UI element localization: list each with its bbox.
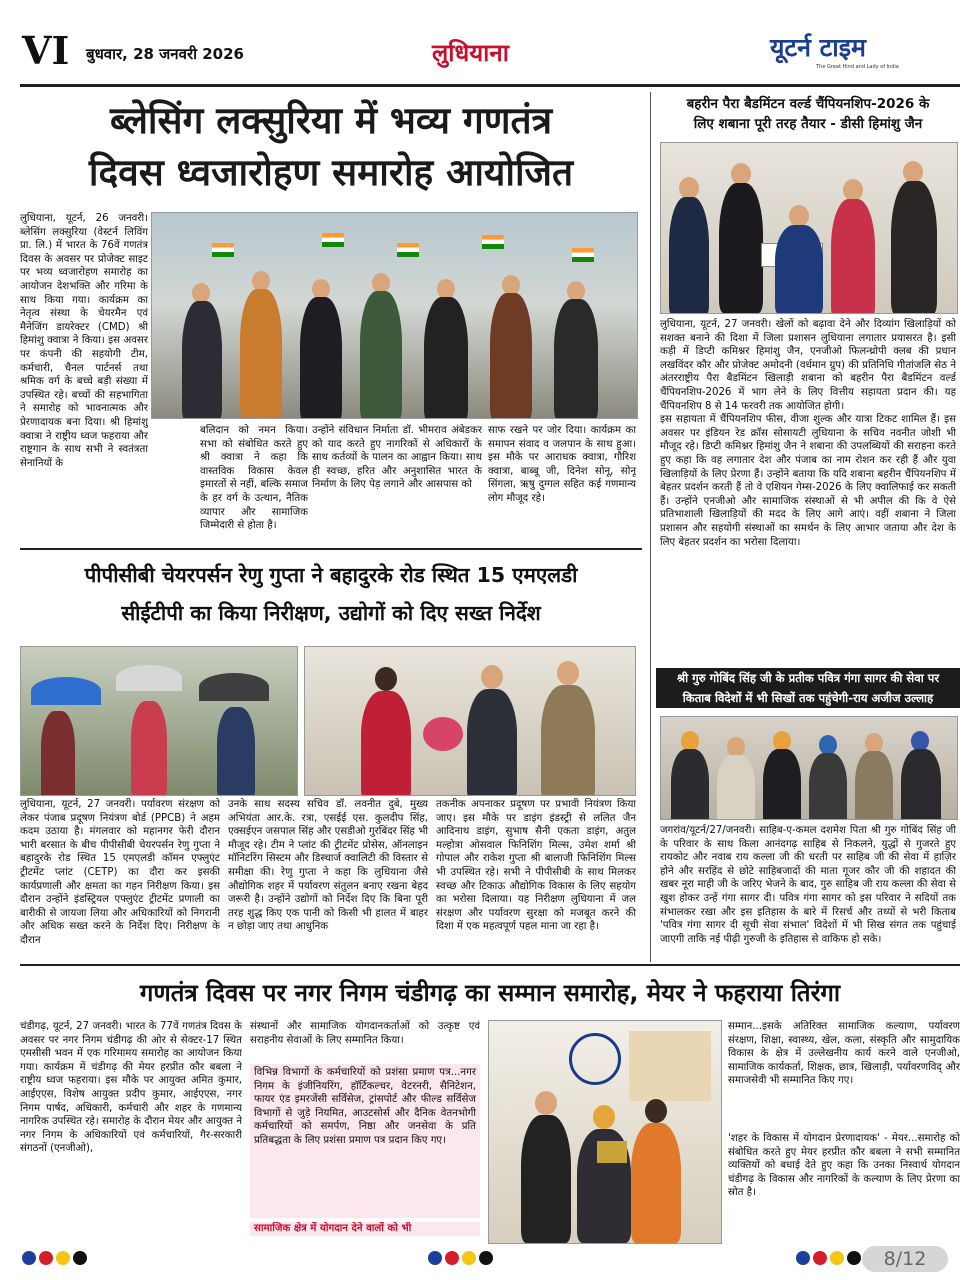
- masthead-rule: [20, 84, 960, 87]
- story5-col4-text: सम्मान...इसके अतिरिक्त सामाजिक कल्याण, पर्यावरण संरक्षण, शिक्षा, स्वास्थ्य, खेल, कला, संस्कृति और सामुदायिक विकास के क्षेत्र में उल्लेखनीय कार्य करने वाले एनजीओ, सामाजिक कार्यकर्ता, शिक्षक, छात्र, खिलाड़ी, पर्यावरणविद् और समाजसेवी भी सम्मानित किए गए।: [728, 1021, 960, 1087]
- issue-date: बुधवार, 28 जनवरी 2026: [86, 45, 244, 63]
- story1-headline: [20, 95, 642, 199]
- dot-black: [73, 1251, 87, 1265]
- story5-highlight-box: विभिन्न विभागों के कर्मचारियों को प्रशंसा प्रमाण पत्र...नगर निगम के इंजीनियरिंग, हॉर्टिकल्चर, वेटरनरी, सैनिटेशन, फायर एंड इमरजेंसी सर्विसेज, ट्रांसपोर्ट और फील्ड सर्विसेज विभागों से जुड़े नियमित, आउटसोर्स और दैनिक वेतनभोगी कर्मचारियों को समर्पण, निष्ठा और जनसेवा के प्रति प्रतिबद्धता के लिए प्रशंसा प्रमाण पत्र प्रदान किए गए।: [250, 1064, 480, 1218]
- dot-blue: [22, 1251, 36, 1265]
- dot-yellow: [56, 1251, 70, 1265]
- column-divider: [650, 92, 651, 962]
- dot-yellow: [462, 1251, 476, 1265]
- story5-col4: [728, 1020, 960, 1242]
- story3-headline: [20, 556, 642, 632]
- story1-headline-line2: दिवस ध्वजारोहण समारोह आयोजित: [88, 151, 574, 194]
- story3-headline-line2: सीईटीपी का किया निरीक्षण, उद्योगों को दिए सख्त निर्देश: [121, 601, 541, 625]
- story4-group-photo: [660, 716, 958, 820]
- dot-blue: [428, 1251, 442, 1265]
- dot-black: [479, 1251, 493, 1265]
- dot-yellow: [830, 1251, 844, 1265]
- page-counter-badge: [862, 1246, 948, 1272]
- story5-col1: चंडीगढ़, यूटर्न, 27 जनवरी। भारत के 77वें गणतंत्र दिवस के अवसर पर नगर निगम चंडीगढ़ की ओर से सेक्टर-17 स्थित एमसीसी भवन में एक गरिमामय समारोह का आयोजन किया गया। कार्यक्रम में चंडीगढ़ की मेयर हरप्रीत कौर बबला ने राष्ट्रीय ध्वज फहराया। इस मौके पर आयुक्त अमित कुमार, आईएएस, विशेष आयुक्त प्रदीप कुमार, आईएएस, नगर निगम पार्षद, अधिकारी, कर्मचारी और शहर के गणमान्य नागरिक उपस्थित रहे। समारोह के दौरान मेयर और आयुक्त ने नगर निगम के अधिकारियों एवं कर्मचारियों, गैर-सरकारी संगठनों (एनजीओ),: [20, 1021, 242, 1155]
- umbrella-2-icon: [116, 665, 182, 691]
- story2-headline-line1: बहरीन पैरा बैडमिंटन वर्ल्ड चैंपियनशिप-2026 के: [686, 96, 930, 112]
- story5-col2-bottom: सामाजिक क्षेत्र में योगदान देने वालों को भी: [250, 1222, 480, 1236]
- story3-inspection-photo: [20, 646, 298, 796]
- flag-1-icon: [212, 243, 234, 257]
- memento: [597, 1141, 627, 1163]
- page-number: VI: [22, 28, 70, 73]
- flag-2-icon: [322, 233, 344, 247]
- dot-black: [847, 1251, 861, 1265]
- story4-headline-line2: किताब विदेशों में भी सिखों तक पहुंचेगी-राय अजीज उल्लाह: [682, 691, 934, 705]
- flag-3-icon: [397, 243, 419, 257]
- story5-col4-quote: 'शहर के विकास में योगदान प्रेरणादायक' - मेयर...समारोह को संबोधित करते हुए मेयर हरप्रीत कौर बबला ने सभी सम्मानित व्यक्तियों को बधाई देते हुए कहा कि उनका निस्वार्थ योगदान चंडीगढ़ के विकास और नागरिकों के कल्याण के लिए प्रेरणा का स्रोत है।: [728, 1133, 960, 1199]
- story2-body-p2: इस सहायता में चैंपियनशिप फीस, वीजा शुल्क और यात्रा टिकट शामिल हैं। इस अवसर पर इंडियन रेड क्रॉस सोसायटी लुधियाना के सचिव नवनीत जोशी भी मौजूद रहे। डिप्टी कमिश्नर हिमांशु जैन ने शबाना की उपलब्धियों की सराहना करते हुए कहा कि वह लगातार देश और पंजाब का नाम रोशन कर रही हैं और युवा खिलाड़ियों के लिए प्रेरणा हैं। उन्होंने बताया कि यदि शबाना बहरीन चैंपियनशिप में बेहतर प्रदर्शन करती हैं तो वे एशियन गेम्स-2026 के लिए क्वालिफाई कर सकती हैं। उन्होंने एनजीओ और सामाजिक संस्थाओं से भी अपील की कि वे ऐसे प्रतिभाशाली खिलाड़ियों की मदद के लिए आगे आएं। वहीं शबाना ने जिला प्रशासन और सहयोगी संस्थाओं का समर्थन के लिए आभार जताया और देश के लिए बेहतर प्रदर्शन का भरोसा दिलाया।: [660, 414, 956, 548]
- dot-red: [813, 1251, 827, 1265]
- story1-flag-hoisting-photo: [151, 212, 638, 419]
- story1-headline-line1: ब्लेसिंग लक्सुरिया में भव्य गणतंत्र: [109, 99, 553, 142]
- story3-col3: तकनीक अपनाकर प्रदूषण पर प्रभावी नियंत्रण किया जाए। इस मौके पर डाइंग इंडस्ट्री से ललित जैन आदिनाथ डाइंग, सुभाष सैनी एकता डाइंग, अतुल मल्होत्रा ओसवाल फिनिशिंग मिल्स, उमेश शर्मा श्री गोपाल और राकेश गुप्ता श्री बालाजी फिनिशिंग मिल्स भी उपस्थित रहे। सभी ने पीपीसीबी के साथ मिलकर स्वच्छ और टिकाऊ औद्योगिक विकास के लिए सहयोग का भरोसा दिलाया। यह निरीक्षण लुधियाना में जल संरक्षण और पर्यावरण सुरक्षा को मजबूत करने की दिशा में एक महत्वपूर्ण पहल माना जा रहा है।: [436, 799, 636, 933]
- story5-rule: [20, 964, 960, 966]
- registration-dots-right: [796, 1250, 864, 1269]
- story2-body: [660, 318, 956, 660]
- story4-body: जगरांव/यूटर्न/27/जनवरी। साहिब-ए-कमल दशमेश पिता श्री गुरु गोबिंद सिंह जी के परिवार के साथ किला आनंदगढ़ साहिब से निकलने, युद्धों से गुजरते हुए रायकोट और नवाब राय कल्ला जी की धरती पर साहिब जी की सेवा में हाज़िर होने और सरहिंद से छोटे साहिबजादों की माता गूजर कौर जी की शहादत की खबर नूरा माही जी के जरिए भेजने के बाद, गुरु साहिब जी राय कल्ला की सेवा से खुश होकर उन्हें गंगा सागर दी। पवित्र गंगा सागर को इस परिवार ने सदियों तक संभालकर रखा और इस इतिहास के बारे में रिसर्च और तथ्यों से भरी किताब 'पवित्र गंगा सागर दी सूची सेवा संभाल' विदेशों में भी सिख संगत तक पहुंचाई जाएगी ताकि नई पीढ़ी गुरुजी के इतिहास से वाकिफ हो सके।: [660, 825, 956, 945]
- story1-col1: लुधियाना, यूटर्न, 26 जनवरी। ब्लेसिंग लक्सुरिया (वेस्टर्न लिविंग प्रा. लि.) में भारत के 76वें गणतंत्र दिवस के अवसर पर प्रोजेक्ट साइट पर भव्य ध्वजारोहण समारोह का आयोजन देशभक्ति और गरिमा के साथ किया गया। कार्यक्रम का नेतृत्व संस्था के चेयरमैन एवं मैनेजिंग डायरेक्टर (CMD) श्री हिमांशु क्वात्रा ने किया। इस अवसर पर कंपनी की सहयोगी टीम, कर्मचारी, चैनल पार्टनर्स तथा श्रमिक वर्ग के बच्चे बड़ी संख्या में उपस्थित रहे। बच्चों की सहभागिता ने समारोह को भावनात्मक और प्रेरणादायक बना दिया। श्री हिमांशु क्वात्रा ने राष्ट्रीय ध्वज फहराया और राष्ट्रगान के साथ सभी ने स्वतंत्रता सेनानियों के: [20, 213, 148, 469]
- registration-dots-center: [428, 1250, 496, 1269]
- story5-headline: गणतंत्र दिवस पर नगर निगम चंडीगढ़ का सम्मान समारोह, मेयर ने फहराया तिरंगा: [139, 979, 841, 1007]
- story1-col2: बलिदान को नमन किया। सभा को संबोधित करते हुए श्री क्वात्रा ने कहा कि वास्तविक विकास केवल इमारतों से नहीं, बल्कि समाज के हर वर्ग के उत्थान, नैतिक व्यापार और सामाजिक जिम्मेदारी से होता है।: [200, 425, 308, 532]
- story2-headline-line2: लिए शबाना पूरी तरह तैयार - डीसी हिमांशु जैन: [693, 116, 923, 132]
- story3-col2: उनके साथ सदस्य सचिव डॉ. लवनीत दुबे, मुख्य अभियंता आर.के. रत्रा, एसईई एस. कुलदीप सिंह, एक्सईएन जसपाल सिंह और एसडीओ गुरबिंदर सिंह भी मौजूद रहे। टीम ने प्लांट की ट्रीटमेंट प्रोसेस, ऑनलाइन मॉनिटरिंग सिस्टम और डिस्चार्ज क्वालिटी की विस्तार से समीक्षा की। रेणु गुप्ता ने कहा कि लुधियाना जैसे औद्योगिक शहर में पर्यावरण संतुलन बनाए रखना बेहद जरूरी है। उन्होंने उद्योगों को निर्देश दिए कि बिना पूरी तरह शुद्ध किए एक पानी को किसी भी हालत में बाहर न छोड़ा जाए तथा आधुनिक: [228, 799, 428, 933]
- flag-5-icon: [572, 248, 594, 262]
- brand-name: यूटर्न टाइम: [770, 33, 866, 62]
- story4-headline-line1: श्री गुरु गोबिंद सिंह जी के प्रतीक पवित्र गंगा सागर की सेवा पर: [676, 671, 940, 685]
- umbrella-1-icon: [31, 677, 101, 705]
- dot-red: [445, 1251, 459, 1265]
- bouquet-icon: [423, 717, 463, 751]
- dot-blue: [796, 1251, 810, 1265]
- story3-rule: [20, 548, 642, 550]
- story3-bouquet-photo: [304, 646, 636, 796]
- story1-col4: साफ रखने पर जोर दिया। कार्यक्रम का समापन संवाद व जलपान के साथ हुआ। इस मौके पर आराधक क्वात्रा, गौरिश क्वात्रा, बाब्बू जी, दिनेश सोनू, सोनू सिंगला, ऋषु दुग्गल सहित कई गणमान्य लोग मौजूद रहे।: [488, 425, 636, 504]
- backdrop-banner: [629, 1031, 711, 1101]
- registration-dots-left: [22, 1250, 90, 1269]
- story3-col1: लुधियाना, यूटर्न, 27 जनवरी। पर्यावरण संरक्षण को लेकर पंजाब प्रदूषण नियंत्रण बोर्ड (PPCB) ने अहम कदम उठाया है। मंगलवार को महानगर फेरी दौरान भारी बरसात के बीच पीपीसीबी चेयरपर्सन रेणु गुप्ता ने बहादुरके रोड स्थित 15 एमएलडी कॉमन एफ्लुएंट ट्रीटमेंट प्लांट (CETP) का दौरा कर इसकी कार्यप्रणाली और क्षमता का गहन निरीक्षण किया। इस दौरान उन्होंने इंडस्ट्रियल एफ्लुएंट ट्रीटमेंट प्रणाली का बारीकी से जायजा लिया और अधिकारियों को निगरानी और अधिक सख्त करने के निर्देश दिए। निरीक्षण के दौरान: [20, 799, 220, 946]
- story1-col3: उन्होंने संविधान निर्माता डॉ. भीमराव अंबेडकर को याद करते हुए नागरिकों से अधिकारों के साथ कर्तव्यों के पालन का आह्वान किया। साथ ही स्वच्छ, हरित और अनुशासित भारत के निर्माण के लिए पेड़ लगाने और आसपास को: [312, 425, 482, 491]
- brand-logo: [770, 30, 945, 72]
- brand-tagline: The Great Hind and Lady of India: [816, 64, 899, 70]
- story4-headline: [656, 668, 960, 708]
- story5-col2-top: संस्थानों और सामाजिक योगदानकर्ताओं को उत्कृष्ट एवं सराहनीय सेवाओं के लिए सम्मानित किया।: [250, 1021, 480, 1046]
- ashoka-chakra-icon: [569, 1033, 621, 1085]
- story5-ceremony-photo: [488, 1020, 722, 1244]
- story2-headline: [658, 94, 958, 134]
- page-counter: 8/12: [883, 1248, 927, 1270]
- story3-headline-line1: पीपीसीबी चेयरपर्सन रेणु गुप्ता ने बहादुरके रोड स्थित 15 एमएलडी: [84, 563, 578, 587]
- story2-body-p1: लुधियाना, यूटर्न, 27 जनवरी। खेलों को बढ़ावा देने और दिव्यांग खिलाड़ियों को सशक्त बनाने की दिशा में जिला प्रशासन लुधियाना लगातार प्रयासरत है। इसी कड़ी में डिप्टी कमिश्नर हिमांशु जैन, एनजीओ फिलन्थ्रोपी क्लब की प्रधान लखविंदर कौर और प्रोजेक्ट अमोदनी (वर्धमान ग्रुप) की प्रतिनिधि गीतांजलि सेठ ने अंतरराष्ट्रीय पैरा बैडमिंटन खिलाड़ी शबाना को बहरीन पैरा बैडमिंटन वर्ल्ड चैंपियनशिप-2026 में भाग लेने के लिए वित्तीय सहायता प्रदान की। यह चैंपियनशिप 8 से 14 फरवरी तक आयोजित होगी।: [660, 319, 956, 412]
- dot-red: [39, 1251, 53, 1265]
- flag-4-icon: [482, 235, 504, 249]
- story2-badminton-photo: [660, 142, 958, 314]
- umbrella-3-icon: [199, 673, 269, 701]
- story5-col2: [250, 1020, 480, 1242]
- edition-city: लुधियाना: [432, 39, 509, 67]
